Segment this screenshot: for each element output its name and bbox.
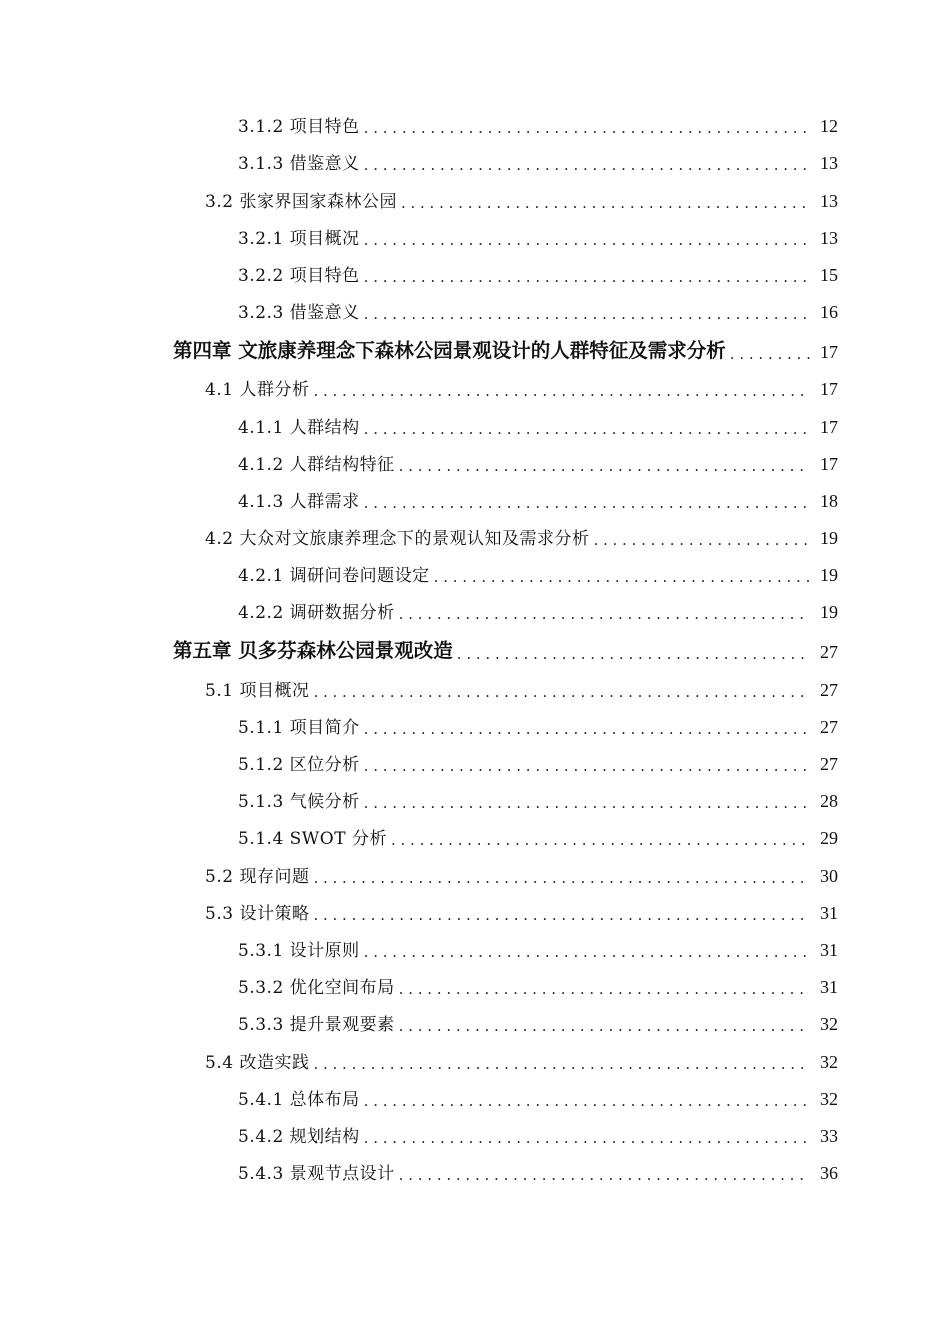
toc-entry-label: 4.2.2 调研数据分析 bbox=[238, 603, 395, 624]
dot-leader bbox=[399, 1166, 810, 1192]
toc-subsection-entry[interactable] bbox=[238, 257, 838, 294]
toc-subsection-entry[interactable] bbox=[238, 1118, 838, 1155]
toc-page-number: 32 bbox=[820, 1051, 838, 1072]
toc-subsection-entry[interactable] bbox=[238, 446, 838, 483]
dot-leader bbox=[364, 720, 810, 746]
toc-page-number: 28 bbox=[820, 791, 838, 812]
toc-subsection-entry[interactable] bbox=[238, 969, 838, 1006]
toc-page-number: 19 bbox=[820, 565, 838, 586]
dot-leader bbox=[364, 119, 810, 145]
toc-section-entry[interactable] bbox=[205, 520, 838, 557]
toc-entry-label: 3.1.2 项目特色 bbox=[238, 117, 360, 138]
toc-chapter-entry[interactable] bbox=[173, 331, 838, 371]
dot-leader bbox=[399, 605, 810, 631]
toc-subsection-entry[interactable] bbox=[238, 1155, 838, 1192]
dot-leader bbox=[399, 980, 810, 1006]
dot-leader bbox=[364, 231, 810, 257]
toc-entry-label: 3.2.1 项目概况 bbox=[238, 228, 360, 249]
dot-leader bbox=[364, 494, 810, 520]
toc-subsection-entry[interactable] bbox=[238, 294, 838, 331]
toc-entry-label: 5.4 改造实践 bbox=[205, 1052, 310, 1073]
toc-entry-label: 5.1 项目概况 bbox=[205, 680, 310, 701]
toc-section-entry[interactable] bbox=[205, 182, 838, 219]
dot-leader bbox=[364, 420, 810, 446]
dot-leader bbox=[364, 1129, 810, 1155]
dot-leader bbox=[364, 943, 810, 969]
toc-page-number: 12 bbox=[820, 116, 838, 137]
toc-entry-label: 第五章 贝多芬森林公园景观改造 bbox=[173, 639, 453, 663]
toc-subsection-entry[interactable] bbox=[238, 709, 838, 746]
toc-subsection-entry[interactable] bbox=[238, 783, 838, 820]
toc-subsection-entry[interactable] bbox=[238, 557, 838, 594]
toc-page-number: 31 bbox=[820, 939, 838, 960]
toc-entry-label: 3.2.2 项目特色 bbox=[238, 265, 360, 286]
toc-page-number: 16 bbox=[820, 302, 838, 323]
toc-section-entry[interactable] bbox=[205, 895, 838, 932]
toc-subsection-entry[interactable] bbox=[238, 220, 838, 257]
toc-page-number: 32 bbox=[820, 1014, 838, 1035]
dot-leader bbox=[434, 568, 810, 594]
toc-entry-label: 5.1.4 SWOT 分析 bbox=[238, 829, 387, 850]
toc-entry-label: 5.3 设计策略 bbox=[205, 903, 310, 924]
toc-entry-label: 5.1.1 项目简介 bbox=[238, 717, 360, 738]
toc-entry-label: 3.2.3 借鉴意义 bbox=[238, 303, 360, 324]
toc-entry-label: 5.1.2 区位分析 bbox=[238, 755, 360, 775]
toc-page-number: 27 bbox=[820, 754, 838, 774]
toc-entry-label: 第四章 文旅康养理念下森林公园景观设计的人群特征及需求分析 bbox=[173, 339, 726, 363]
toc-subsection-entry[interactable] bbox=[238, 932, 838, 969]
toc-entry-label: 3.2 张家界国家森林公园 bbox=[205, 191, 397, 212]
toc-entry-label: 4.1.1 人群结构 bbox=[238, 417, 360, 438]
toc-page-number: 33 bbox=[820, 1125, 838, 1146]
toc-page-number: 29 bbox=[820, 828, 838, 849]
dot-leader bbox=[313, 683, 810, 709]
dot-leader bbox=[313, 906, 810, 932]
toc-entry-label: 5.4.1 总体布局 bbox=[238, 1089, 360, 1110]
toc-page-number: 17 bbox=[820, 416, 838, 437]
toc-page-number: 27 bbox=[820, 679, 838, 700]
toc-entry-label: 3.1.3 借鉴意义 bbox=[238, 154, 360, 175]
toc-page-number: 13 bbox=[820, 153, 838, 174]
toc-entry-label: 4.1.3 人群需求 bbox=[238, 491, 360, 512]
toc-page-number: 19 bbox=[820, 528, 838, 549]
toc-entry-label: 5.3.3 提升景观要素 bbox=[238, 1015, 395, 1036]
dot-leader bbox=[313, 869, 810, 895]
toc-page-number: 27 bbox=[820, 642, 838, 663]
dot-leader bbox=[364, 757, 810, 783]
toc-page-number: 31 bbox=[820, 977, 838, 998]
toc-page-number: 32 bbox=[820, 1088, 838, 1109]
toc-section-entry[interactable] bbox=[205, 1043, 838, 1080]
toc-page-number: 17 bbox=[820, 342, 838, 363]
toc-entry-label: 5.4.3 景观节点设计 bbox=[238, 1164, 395, 1185]
toc-subsection-entry[interactable] bbox=[238, 483, 838, 520]
dot-leader bbox=[313, 382, 810, 408]
toc-subsection-entry[interactable] bbox=[238, 746, 838, 783]
toc-page-number: 36 bbox=[820, 1163, 838, 1184]
toc-subsection-entry[interactable] bbox=[238, 1006, 838, 1043]
toc-entry-label: 4.2.1 调研问卷问题设定 bbox=[238, 566, 430, 587]
toc-page-number: 18 bbox=[820, 490, 838, 511]
toc-page-number: 17 bbox=[820, 379, 838, 400]
toc-chapter-entry[interactable] bbox=[173, 631, 838, 671]
toc-entry-label: 5.3.1 设计原则 bbox=[238, 940, 360, 961]
toc-entry-label: 4.2 大众对文旅康养理念下的景观认知及需求分析 bbox=[205, 529, 590, 550]
toc-section-entry[interactable] bbox=[205, 671, 838, 708]
dot-leader bbox=[401, 194, 810, 220]
toc-page-number: 30 bbox=[820, 865, 838, 886]
toc-section-entry[interactable] bbox=[205, 371, 838, 408]
toc-entry-label: 5.1.3 气候分析 bbox=[238, 792, 360, 813]
dot-leader bbox=[391, 831, 810, 857]
toc-entry-label: 4.1.2 人群结构特征 bbox=[238, 454, 395, 475]
dot-leader bbox=[364, 268, 810, 294]
toc-page-number: 15 bbox=[820, 264, 838, 285]
toc-subsection-entry[interactable] bbox=[238, 1081, 838, 1118]
toc-page-number: 13 bbox=[820, 227, 838, 248]
toc-entry-label: 5.3.2 优化空间布局 bbox=[238, 978, 395, 999]
dot-leader bbox=[399, 457, 810, 483]
dot-leader bbox=[364, 305, 810, 331]
toc-page-number: 31 bbox=[820, 902, 838, 923]
dot-leader bbox=[313, 1055, 810, 1081]
toc-subsection-entry[interactable] bbox=[238, 594, 838, 631]
dot-leader bbox=[593, 531, 810, 557]
dot-leader bbox=[364, 156, 810, 182]
toc-subsection-entry[interactable] bbox=[238, 820, 838, 857]
table-of-contents bbox=[0, 108, 950, 1192]
dot-leader bbox=[457, 645, 810, 671]
toc-subsection-entry[interactable] bbox=[238, 408, 838, 445]
toc-section-entry[interactable] bbox=[205, 857, 838, 894]
dot-leader bbox=[399, 1017, 810, 1043]
toc-page-number: 13 bbox=[820, 190, 838, 211]
toc-entry-label: 4.1 人群分析 bbox=[205, 380, 310, 401]
dot-leader bbox=[364, 1092, 810, 1118]
dot-leader bbox=[730, 345, 810, 371]
toc-subsection-entry[interactable] bbox=[238, 108, 838, 145]
toc-entry-label: 5.2 现存问题 bbox=[205, 866, 310, 887]
toc-subsection-entry[interactable] bbox=[238, 145, 838, 182]
toc-page-number: 27 bbox=[820, 716, 838, 737]
toc-page-number: 17 bbox=[820, 453, 838, 474]
toc-entry-label: 5.4.2 规划结构 bbox=[238, 1126, 360, 1147]
dot-leader bbox=[364, 794, 810, 820]
toc-page-number: 19 bbox=[820, 602, 838, 623]
